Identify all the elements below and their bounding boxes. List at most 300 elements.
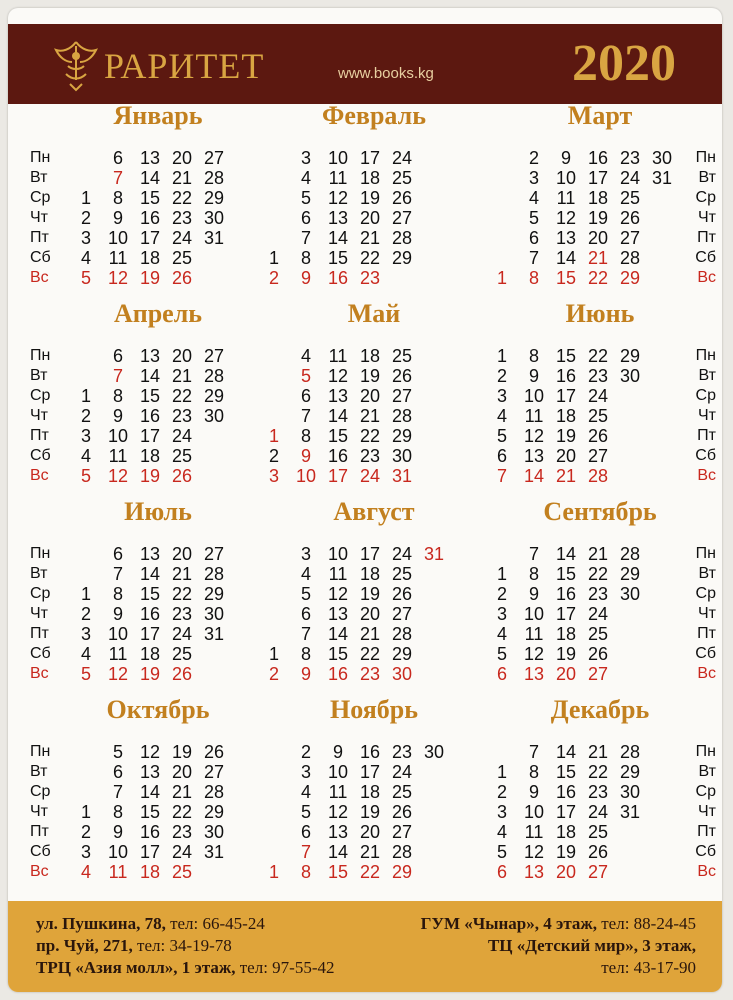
day-number: 17 (359, 148, 381, 168)
day-number: 18 (139, 644, 161, 664)
weekday-label: Вс (30, 665, 49, 682)
day-number: 10 (555, 168, 577, 188)
weekday-label: Вт (698, 565, 716, 582)
day-number: 21 (359, 842, 381, 862)
day-number: 25 (587, 822, 609, 842)
day-number: 21 (171, 366, 193, 386)
day-number: 24 (171, 228, 193, 248)
day-number: 21 (171, 782, 193, 802)
day-number: 12 (555, 208, 577, 228)
weekday-label: Чт (698, 605, 716, 622)
day-number: 12 (523, 426, 545, 446)
day-number: 30 (619, 782, 641, 802)
day-number: 13 (139, 544, 161, 564)
day-number: 23 (587, 366, 609, 386)
day-number: 26 (619, 208, 641, 228)
day-number: 7 (528, 544, 539, 564)
weekday-label: Чт (698, 407, 716, 424)
day-number: 3 (528, 168, 539, 188)
weekday-label: Вс (697, 863, 716, 880)
day-number: 11 (524, 822, 544, 842)
weekday-label: Вт (698, 763, 716, 780)
day-number: 20 (359, 386, 381, 406)
day-number: 13 (139, 346, 161, 366)
day-number: 16 (139, 406, 161, 426)
day-number: 25 (619, 188, 641, 208)
day-number: 27 (619, 228, 641, 248)
day-number: 28 (391, 624, 413, 644)
day-number: 30 (203, 604, 225, 624)
month-11 (244, 694, 480, 884)
day-number: 30 (619, 584, 641, 604)
day-number: 22 (587, 346, 609, 366)
weekday-label: Чт (30, 803, 48, 820)
weekday-label: Сб (30, 843, 51, 860)
day-number: 24 (587, 386, 609, 406)
day-number: 5 (300, 366, 311, 386)
day-number: 13 (523, 446, 545, 466)
day-number: 23 (171, 604, 193, 624)
day-number: 8 (300, 644, 311, 664)
weekday-label: Пт (30, 229, 49, 246)
brand-name: РАРИТЕТ (104, 46, 265, 86)
day-number: 28 (619, 742, 641, 762)
day-number: 14 (555, 544, 577, 564)
day-number: 13 (327, 386, 349, 406)
day-number: 6 (112, 544, 123, 564)
day-number: 5 (80, 466, 91, 486)
day-number: 2 (80, 822, 91, 842)
day-number: 17 (139, 426, 161, 446)
day-number: 7 (496, 466, 507, 486)
day-number: 1 (80, 584, 91, 604)
day-number: 5 (80, 664, 91, 684)
day-number: 14 (327, 624, 349, 644)
day-number: 8 (300, 248, 311, 268)
day-number: 3 (300, 762, 311, 782)
day-number: 7 (528, 742, 539, 762)
day-number: 20 (359, 208, 381, 228)
day-number: 6 (112, 346, 123, 366)
day-number: 6 (112, 762, 123, 782)
day-number: 7 (112, 366, 123, 386)
month-5 (244, 298, 480, 488)
day-number: 11 (524, 406, 544, 426)
day-number: 1 (268, 426, 279, 446)
day-number: 25 (391, 346, 413, 366)
day-number: 5 (300, 584, 311, 604)
day-number: 12 (139, 742, 161, 762)
day-number: 6 (496, 446, 507, 466)
weekday-label: Сб (695, 645, 716, 662)
day-number: 30 (203, 406, 225, 426)
day-number: 4 (496, 822, 507, 842)
day-number: 22 (587, 564, 609, 584)
day-number: 28 (203, 782, 225, 802)
day-number: 16 (139, 604, 161, 624)
month-title: Май (347, 299, 401, 328)
month-1 (8, 100, 244, 290)
day-number: 9 (300, 664, 311, 684)
day-number: 22 (359, 248, 381, 268)
day-number: 23 (359, 446, 381, 466)
weekday-label: Вс (697, 665, 716, 682)
day-number: 15 (139, 386, 161, 406)
day-number: 4 (496, 406, 507, 426)
day-number: 11 (328, 782, 348, 802)
weekday-label: Чт (30, 407, 48, 424)
day-number: 30 (651, 148, 673, 168)
day-number: 24 (359, 466, 381, 486)
day-number: 15 (139, 188, 161, 208)
day-number: 14 (139, 782, 161, 802)
day-number: 3 (496, 386, 507, 406)
weekday-label: Пн (30, 149, 51, 166)
day-number: 11 (108, 862, 128, 882)
day-number: 5 (112, 742, 123, 762)
day-number: 23 (171, 406, 193, 426)
day-number: 3 (80, 426, 91, 446)
day-number: 4 (80, 644, 91, 664)
day-number: 18 (139, 248, 161, 268)
day-number: 1 (268, 248, 279, 268)
day-number: 31 (391, 466, 413, 486)
day-number: 20 (171, 148, 193, 168)
day-number: 24 (587, 802, 609, 822)
header-band (8, 24, 722, 104)
day-number: 25 (391, 168, 413, 188)
day-number: 29 (619, 564, 641, 584)
day-number: 5 (80, 268, 91, 288)
day-number: 19 (139, 268, 161, 288)
day-number: 8 (112, 386, 123, 406)
day-number: 22 (359, 426, 381, 446)
day-number: 27 (203, 346, 225, 366)
day-number: 29 (203, 802, 225, 822)
weekday-label: Вс (697, 467, 716, 484)
weekday-label: Пт (30, 823, 49, 840)
day-number: 13 (139, 762, 161, 782)
weekday-label: Пт (30, 625, 49, 642)
month-4 (8, 298, 244, 488)
day-number: 14 (327, 228, 349, 248)
day-number: 9 (112, 604, 123, 624)
day-number: 14 (523, 466, 545, 486)
day-number: 25 (171, 862, 193, 882)
day-number: 21 (359, 228, 381, 248)
weekday-label: Сб (695, 447, 716, 464)
day-number: 21 (587, 742, 609, 762)
month-title: Декабрь (550, 695, 650, 724)
day-number: 8 (112, 188, 123, 208)
day-number: 3 (80, 842, 91, 862)
day-number: 29 (391, 644, 413, 664)
weekday-label: Сб (30, 447, 51, 464)
day-number: 1 (496, 762, 507, 782)
website-link[interactable]: www.books.kg (338, 65, 434, 82)
day-number: 9 (112, 208, 123, 228)
day-number: 9 (528, 782, 539, 802)
day-number: 19 (359, 188, 381, 208)
day-number: 25 (171, 248, 193, 268)
month-12 (480, 694, 716, 884)
day-number: 12 (327, 802, 349, 822)
day-number: 10 (327, 544, 349, 564)
day-number: 16 (555, 366, 577, 386)
day-number: 30 (203, 822, 225, 842)
day-number: 9 (300, 446, 311, 466)
day-number: 16 (139, 208, 161, 228)
weekday-label: Ср (30, 189, 51, 206)
day-number: 21 (359, 406, 381, 426)
address-gum-chynar: ГУМ «Чынар», 4 этаж, тел: 88-24-45 (420, 914, 696, 933)
day-number: 5 (496, 842, 507, 862)
weekday-label: Пн (30, 743, 51, 760)
day-number: 21 (171, 564, 193, 584)
weekday-label: Чт (698, 209, 716, 226)
day-number: 1 (80, 802, 91, 822)
weekday-label: Пт (30, 427, 49, 444)
weekday-label: Ср (695, 189, 716, 206)
day-number: 26 (391, 366, 413, 386)
day-number: 24 (171, 842, 193, 862)
day-number: 30 (619, 366, 641, 386)
weekday-label: Вт (30, 565, 48, 582)
month-9 (480, 496, 716, 686)
weekday-label: Пн (30, 545, 51, 562)
day-number: 31 (423, 544, 445, 564)
day-number: 6 (496, 664, 507, 684)
weekday-label: Ср (30, 585, 51, 602)
day-number: 9 (560, 148, 571, 168)
weekday-label: Пт (697, 229, 716, 246)
day-number: 27 (391, 386, 413, 406)
day-number: 16 (555, 782, 577, 802)
day-number: 22 (587, 762, 609, 782)
day-number: 22 (171, 188, 193, 208)
day-number: 31 (619, 802, 641, 822)
day-number: 2 (80, 604, 91, 624)
day-number: 19 (139, 664, 161, 684)
day-number: 26 (203, 742, 225, 762)
day-number: 17 (555, 802, 577, 822)
weekday-label: Чт (30, 209, 48, 226)
weekday-label: Пн (30, 347, 51, 364)
day-number: 30 (391, 446, 413, 466)
weekday-label: Пн (695, 149, 716, 166)
day-number: 17 (327, 466, 349, 486)
day-number: 12 (327, 584, 349, 604)
day-number: 16 (359, 742, 381, 762)
day-number: 5 (300, 802, 311, 822)
month-6 (480, 298, 716, 488)
day-number: 4 (80, 862, 91, 882)
day-number: 23 (587, 584, 609, 604)
day-number: 15 (327, 426, 349, 446)
day-number: 9 (528, 366, 539, 386)
day-number: 14 (327, 406, 349, 426)
weekday-label: Пт (697, 625, 716, 642)
day-number: 18 (555, 624, 577, 644)
day-number: 6 (496, 862, 507, 882)
day-number: 9 (112, 406, 123, 426)
day-number: 28 (619, 248, 641, 268)
day-number: 26 (587, 644, 609, 664)
day-number: 24 (391, 148, 413, 168)
weekday-label: Вт (30, 763, 48, 780)
day-number: 6 (300, 822, 311, 842)
day-number: 18 (139, 862, 161, 882)
day-number: 11 (524, 624, 544, 644)
weekday-label: Вс (30, 467, 49, 484)
day-number: 14 (555, 248, 577, 268)
day-number: 16 (555, 584, 577, 604)
month-7 (8, 496, 244, 686)
day-number: 16 (139, 822, 161, 842)
weekday-label: Ср (695, 387, 716, 404)
day-number: 19 (359, 802, 381, 822)
day-number: 19 (359, 584, 381, 604)
day-number: 28 (391, 228, 413, 248)
day-number: 23 (619, 148, 641, 168)
day-number: 1 (496, 564, 507, 584)
month-title: Февраль (322, 101, 426, 130)
weekday-label: Чт (698, 803, 716, 820)
day-number: 17 (139, 842, 161, 862)
day-number: 7 (112, 564, 123, 584)
day-number: 16 (327, 268, 349, 288)
day-number: 30 (423, 742, 445, 762)
weekday-label: Пн (695, 743, 716, 760)
day-number: 12 (107, 466, 129, 486)
day-number: 12 (107, 268, 129, 288)
day-number: 10 (327, 148, 349, 168)
day-number: 7 (300, 228, 311, 248)
weekday-label: Ср (695, 585, 716, 602)
day-number: 30 (391, 664, 413, 684)
day-number: 27 (203, 148, 225, 168)
day-number: 1 (268, 644, 279, 664)
day-number: 28 (391, 406, 413, 426)
day-number: 21 (555, 466, 577, 486)
day-number: 22 (171, 584, 193, 604)
day-number: 2 (268, 446, 279, 466)
month-title: Октябрь (106, 695, 210, 724)
day-number: 18 (555, 822, 577, 842)
day-number: 27 (587, 446, 609, 466)
day-number: 8 (112, 584, 123, 604)
day-number: 24 (587, 604, 609, 624)
day-number: 19 (555, 842, 577, 862)
day-number: 25 (171, 644, 193, 664)
day-number: 21 (359, 624, 381, 644)
calendar-card (8, 8, 722, 992)
weekday-label: Вт (698, 169, 716, 186)
address-detskiy-mir: ТЦ «Детский мир», 3 этаж, (487, 936, 696, 955)
day-number: 24 (619, 168, 641, 188)
day-number: 8 (300, 862, 311, 882)
day-number: 9 (528, 584, 539, 604)
day-number: 23 (171, 822, 193, 842)
calendar-year: 2020 (572, 35, 676, 92)
month-10 (8, 694, 244, 884)
day-number: 17 (555, 604, 577, 624)
day-number: 10 (107, 228, 129, 248)
day-number: 28 (203, 366, 225, 386)
day-number: 25 (587, 624, 609, 644)
day-number: 18 (139, 446, 161, 466)
day-number: 20 (171, 346, 193, 366)
day-number: 20 (587, 228, 609, 248)
day-number: 21 (171, 168, 193, 188)
day-number: 20 (359, 604, 381, 624)
weekday-label: Вт (698, 367, 716, 384)
day-number: 4 (300, 782, 311, 802)
day-number: 29 (203, 188, 225, 208)
day-number: 9 (112, 822, 123, 842)
day-number: 5 (496, 644, 507, 664)
day-number: 21 (587, 544, 609, 564)
winged-bird-icon (52, 36, 100, 92)
day-number: 8 (528, 268, 539, 288)
day-number: 16 (327, 446, 349, 466)
address-pushkina: ул. Пушкина, 78, тел: 66-45-24 (36, 914, 265, 933)
day-number: 23 (391, 742, 413, 762)
day-number: 31 (203, 228, 225, 248)
day-number: 10 (523, 604, 545, 624)
day-number: 28 (391, 842, 413, 862)
day-number: 11 (328, 564, 348, 584)
day-number: 3 (496, 802, 507, 822)
day-number: 26 (391, 802, 413, 822)
day-number: 11 (556, 188, 576, 208)
day-number: 23 (359, 664, 381, 684)
month-title: Июль (124, 497, 192, 526)
day-number: 22 (587, 268, 609, 288)
day-number: 29 (619, 762, 641, 782)
day-number: 7 (300, 624, 311, 644)
day-number: 14 (327, 842, 349, 862)
day-number: 27 (587, 664, 609, 684)
day-number: 10 (295, 466, 317, 486)
day-number: 11 (328, 346, 348, 366)
day-number: 13 (327, 604, 349, 624)
day-number: 28 (619, 544, 641, 564)
day-number: 13 (523, 862, 545, 882)
day-number: 11 (108, 644, 128, 664)
day-number: 4 (300, 564, 311, 584)
day-number: 6 (300, 208, 311, 228)
weekday-label: Пн (695, 545, 716, 562)
day-number: 1 (496, 346, 507, 366)
day-number: 20 (171, 762, 193, 782)
day-number: 27 (391, 604, 413, 624)
day-number: 17 (587, 168, 609, 188)
day-number: 28 (203, 168, 225, 188)
day-number: 26 (587, 842, 609, 862)
weekday-label: Сб (30, 249, 51, 266)
day-number: 14 (139, 564, 161, 584)
day-number: 5 (300, 188, 311, 208)
day-number: 2 (268, 664, 279, 684)
weekday-label: Вт (30, 367, 48, 384)
day-number: 29 (203, 584, 225, 604)
day-number: 19 (171, 742, 193, 762)
day-number: 17 (359, 544, 381, 564)
day-number: 4 (300, 346, 311, 366)
weekday-label: Сб (695, 249, 716, 266)
day-number: 8 (528, 346, 539, 366)
